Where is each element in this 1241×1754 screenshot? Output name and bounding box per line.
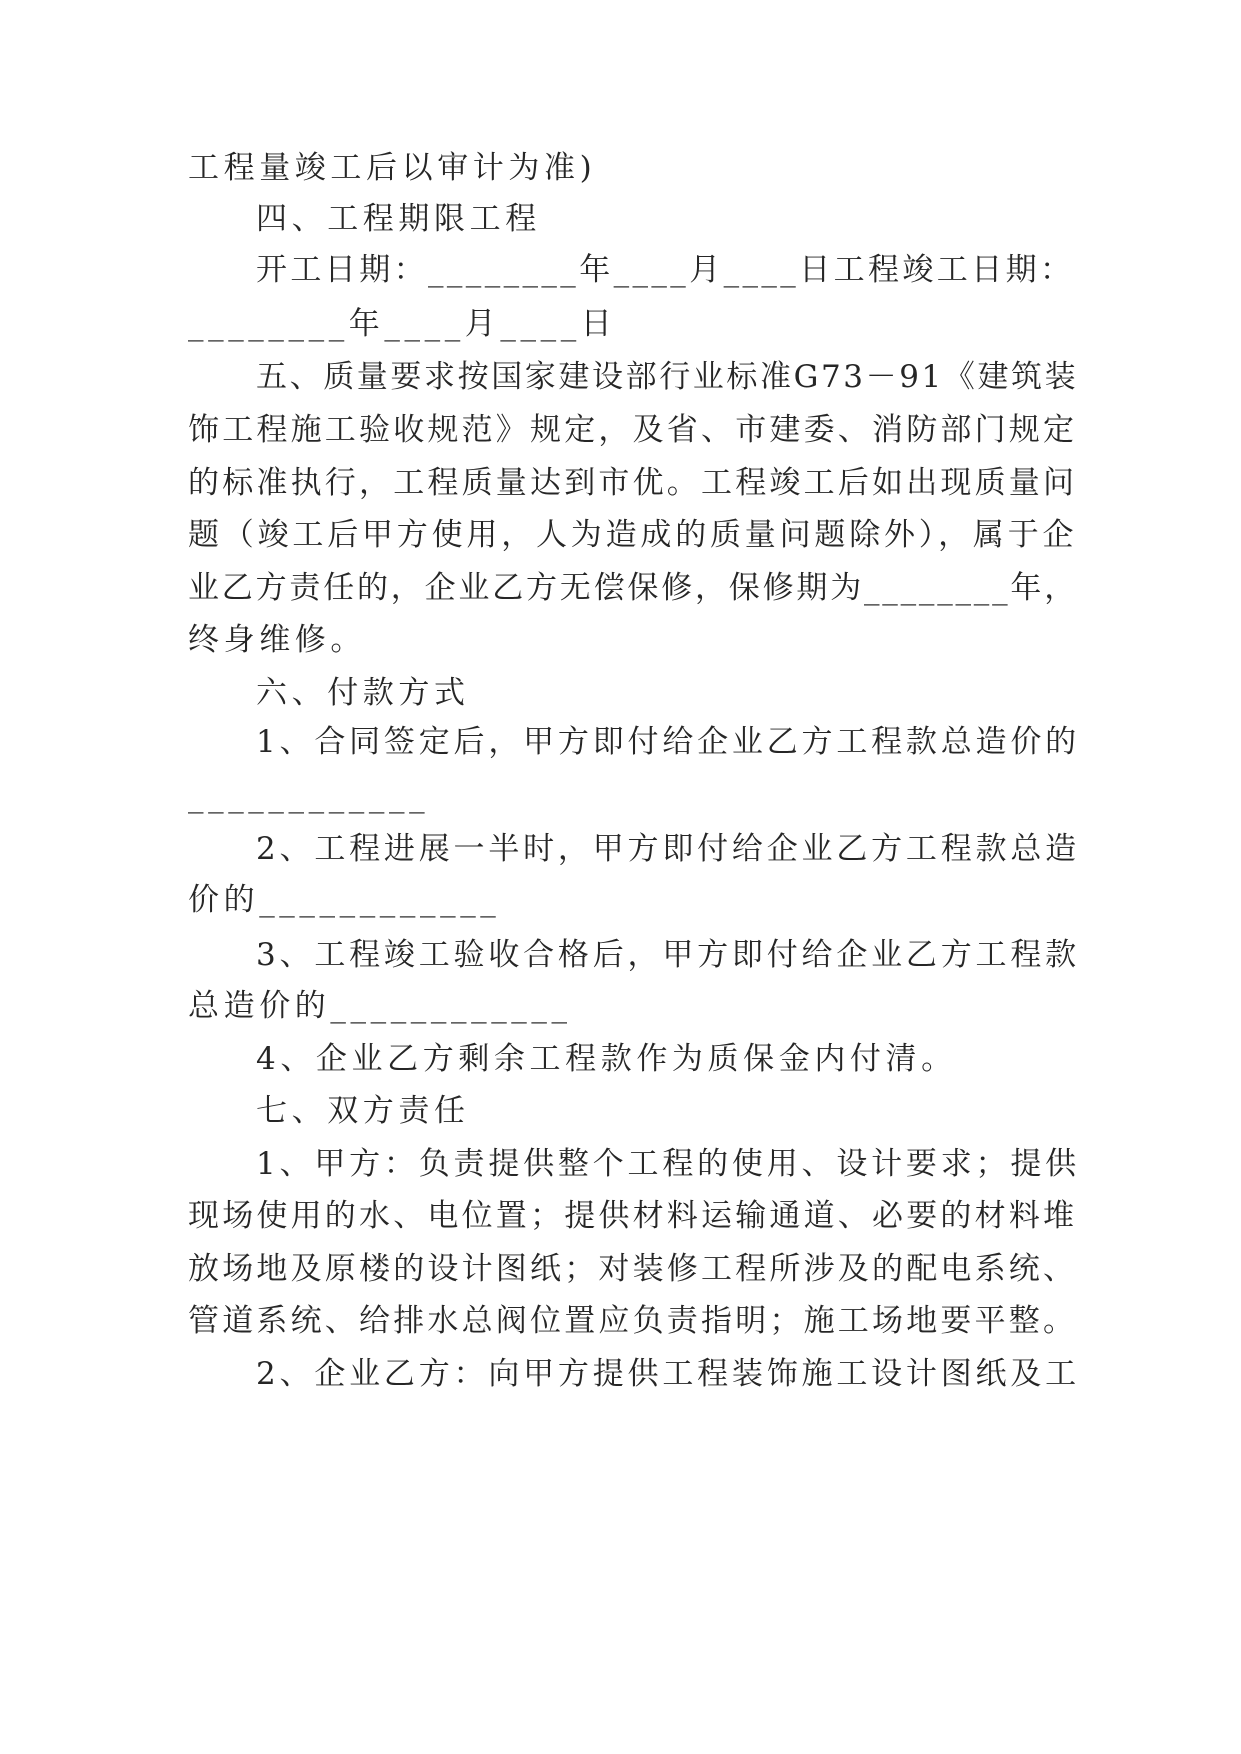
- text-line: 放场地及原楼的设计图纸；对装修工程所涉及的配电系统、: [188, 1251, 1078, 1287]
- text-line: 现场使用的水、电位置；提供材料运输通道、必要的材料堆: [188, 1198, 1078, 1234]
- text-line: 饰工程施工验收规范》规定，及省、市建委、消防部门规定: [188, 412, 1078, 448]
- text-line: 1、甲方：负责提供整个工程的使用、设计要求；提供: [256, 1146, 1080, 1182]
- section-heading: 四、工程期限工程: [256, 201, 541, 237]
- text-line: 开工日期：________年____月____日工程竣工日期：: [256, 252, 1075, 288]
- text-line: 业乙方责任的，企业乙方无偿保修，保修期为________年，: [188, 570, 1078, 606]
- text-line: 价的____________: [188, 882, 501, 918]
- text-line: 4、企业乙方剩余工程款作为质保金内付清。: [256, 1041, 957, 1077]
- text-line: 工程量竣工后以审计为准): [188, 150, 597, 186]
- text-line: 3、工程竣工验收合格后，甲方即付给企业乙方工程款: [256, 937, 1080, 973]
- section-heading: 七、双方责任: [256, 1093, 470, 1129]
- text-line: 题（竣工后甲方使用，人为造成的质量问题除外），属于企: [188, 517, 1078, 553]
- section-heading: 五、质量要求按国家建设部行业标准G73－91《建筑装: [256, 359, 1079, 395]
- blank-line: ____________: [188, 778, 430, 814]
- text-line: 总造价的____________: [188, 988, 572, 1024]
- section-heading: 六、付款方式: [256, 675, 470, 711]
- text-line: 的标准执行，工程质量达到市优。工程竣工后如出现质量问: [188, 465, 1078, 501]
- text-line: 2、工程进展一半时，甲方即付给企业乙方工程款总造: [256, 831, 1080, 867]
- text-line: 管道系统、给排水总阀位置应负责指明；施工场地要平整。: [188, 1303, 1078, 1339]
- text-line: ________年____月____日: [188, 306, 617, 342]
- text-line: 终身维修。: [188, 622, 366, 658]
- text-line: 2、企业乙方：向甲方提供工程装饰施工设计图纸及工: [256, 1356, 1080, 1392]
- text-line: 1、合同签定后，甲方即付给企业乙方工程款总造价的: [256, 724, 1080, 760]
